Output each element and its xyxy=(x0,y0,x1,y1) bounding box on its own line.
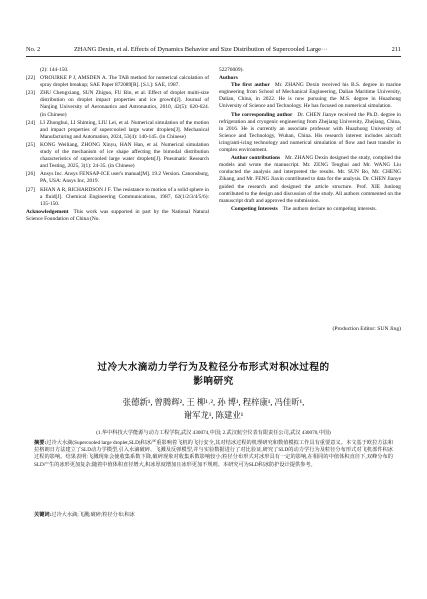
reference-item: [25] KONG Weiliang, ZHONG Xinyu, HAN Han, et al. Numerical simulation study of the mechanism of ice shape affecting the bimodal distribution characteristics of supercooled large water droplets[J]. Pneumatic Research and Testing, 2025, 3(1): 24-35. (in Chinese) xyxy=(26,141,209,170)
acknowledgement xyxy=(26,209,209,223)
reference-item: [24] LI Zhonghui, LI Shiming, LIU Lei, et al. Numerical simulation of the motion and impact properties of supercooled large water droplets[J]. Mechanical Manufacturing and Automation, 2024, 53(4): 140-145. (in Chinese) xyxy=(26,119,209,140)
first-author-bio: The first author Mr. ZHANG Dexin received his B.S. degree in marine engineering from School of Mechanical Engineering, Dalian Maritime University, Dalian, China, in 2022. He is now pursuing the M.S. degree in Huazhong University of Science and Technology. He has focused on numerical simulation. xyxy=(219,82,401,110)
competing-interests: Competing Interests The authors declare no competing interests. xyxy=(231,205,377,212)
reference-item: [22] O'ROURKE P J, AMSDEN A. The TAB method for numerical calculation of spray droplet breakup; SAE Paper 872089[R]. [S.l.]: SAE, 1987. xyxy=(26,75,209,89)
chinese-title: 过冷大水滴动力学行为及粒径分布形式对积冰过程的 影响研究 xyxy=(97,362,330,387)
acknowledgement-continued: 52276009). xyxy=(219,67,244,73)
production-editor: (Production Editor: SUN Jing) xyxy=(332,326,401,332)
issue-number: No. 2 xyxy=(26,46,41,53)
reference-item: (2): 144-150. xyxy=(40,67,69,73)
authors-heading: Authors xyxy=(219,75,238,82)
chinese-affiliation: (1.华中科技大学能源与动力工程学院,武汉 430074,中国; 2.武汉航空仪表有限责任公司,武汉 430070,中国) xyxy=(96,430,331,436)
running-header xyxy=(26,44,401,57)
right-column xyxy=(219,67,401,213)
author-contributions: Author contributions Mr. ZHANG Dexin designed the study, complied the models and wrote the manuscript. Mr. ZENG Tenghui and Mr. WANG Liu conducted the analysis and interpreted the results. Mr. SUN Bo, Mr. CHENG Zikang, and Mr. FENG Jiaxin contributed to data for the analysis. Dr. CHEN Jianye guided the research and designed the article structure. Prof. XIE Junlong contributed to the design and discussion of the study. All authors commented on the manuscript draft and approved the submission. xyxy=(219,155,402,204)
keywords-label: 关键词: xyxy=(34,512,52,518)
acknowledgement-label: Acknowledgement xyxy=(26,208,69,215)
reference-item: [23] ZHU Chengxiang, SUN Zhiguo, FU Bin, et al. Effect of droplet multi-size distribution on droplet impact properties and ice growth[J]. Journal of Nanjing University of Aeronautics and Astronautics, 2010, 42(5): 620-624. (in Chinese) xyxy=(26,90,209,118)
chinese-keywords xyxy=(34,512,393,519)
running-title: ZHANG Dexin, et al. Effects of Dynamics Behavior and Size Distribution of Supercooled Large··· xyxy=(74,46,328,53)
acknowledgement-text: This work was supported in part by the National Natural Science Foundation of China (No. xyxy=(26,208,209,222)
keywords-text: 过冷大水滴;飞溅;破碎;粒径分布;积冰 xyxy=(51,512,135,518)
reference-item: [27] KHAN A R, RICHARDSON J F. The resistance to motion of a solid sphere in a fluid[J]. Chemical Engineering Communications, 1987, 62(1/2/3/4/5/6): 135-150. xyxy=(26,186,209,207)
abstract-text: 过冷大水滴(Supercooled large droplet,SLD)积冰严重影响着飞机的飞行安全,其对结冰过程的机理研究和数值模拟工作具有重要意义。本文基于欧拉方法和拉格朗日方法建立了SLD动力学模型,引入水滴破碎、飞溅及反弹模型,并与实验数据进行了对比验证,研究了SLD的动力学行为及粒径分布形式对飞机部件积冰过程的影响。结果表明:飞溅现象会使收集系数下降,破碎现象对收集系数影响较小;粒径分布形式对冰形具有一定的影响,在相同的中值体积直径下,双峰分布的SLD产生的冰形更加复杂;随着中值体积直径增大,积冰厚度增加且冰形更加不规则。本研究可为SLD积冰防护设计提供参考。 xyxy=(34,440,394,468)
reference-item: [26] Ansys Inc. Ansys FENSAP-ICE user's manual[M]. 19.2 Version. Canonsburg, PA, USA: Ansys Inc, 2019. xyxy=(26,171,209,185)
chinese-abstract xyxy=(34,440,393,469)
left-column xyxy=(26,67,209,223)
corresponding-author-bio: The corresponding author Dr. CHEN Jianye received the Ph.D. degree in refrigeration and cryogenic engineering from Zhejiang University, Zhejiang, China, in 2016. He is currently an associate professor with Huazhong University of Science and Technology, Wuhan, China. His research interest includes aircraft icing/anti-icing technology and numerical simulation of flow and heat transfer in complex environment. xyxy=(219,111,401,154)
page-number: 211 xyxy=(391,46,401,53)
chinese-authors: 张德新¹, 曾腾辉², 王 柳¹˒², 孙 博¹, 程梓康¹, 冯佳昕¹, 谢军龙¹, 陈建业¹ xyxy=(122,398,305,420)
abstract-label: 摘要: xyxy=(34,440,47,446)
